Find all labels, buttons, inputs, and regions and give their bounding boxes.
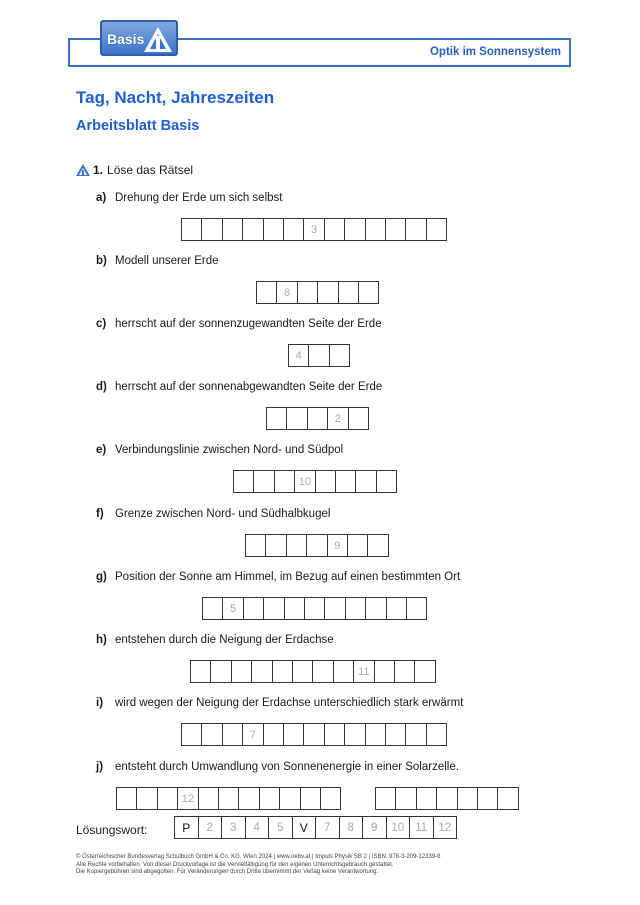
- letter-box[interactable]: [116, 787, 137, 810]
- letter-box[interactable]: [497, 787, 518, 810]
- question-i: [96, 697, 463, 709]
- question-text: Drehung der Erde um sich selbst: [115, 192, 283, 204]
- solution-box[interactable]: 10: [386, 816, 411, 839]
- letter-box[interactable]: [315, 470, 336, 493]
- footer-line: Alle Rechte vorbehalten. Von dieser Druckvorlage ist die Vervielfältigung für den eigenen Unterrichtsgebrauch gestattet.: [76, 861, 394, 868]
- letter-box[interactable]: [416, 787, 437, 810]
- letter-box[interactable]: [286, 534, 307, 557]
- letter-box[interactable]: [406, 597, 427, 620]
- solution-label: Lösungswort:: [76, 823, 148, 837]
- letter-box[interactable]: [256, 281, 277, 304]
- letter-box[interactable]: [324, 597, 345, 620]
- letter-box[interactable]: [201, 723, 222, 746]
- letter-box[interactable]: [375, 787, 396, 810]
- solution-box[interactable]: 7: [315, 816, 340, 839]
- answer-boxes: [116, 787, 341, 810]
- letter-box[interactable]: [263, 597, 284, 620]
- solution-box[interactable]: 9: [362, 816, 387, 839]
- letter-box[interactable]: 8: [276, 281, 297, 304]
- letter-box[interactable]: [405, 723, 426, 746]
- letter-box[interactable]: [345, 597, 366, 620]
- letter-box[interactable]: [222, 723, 243, 746]
- letter-box[interactable]: 9: [327, 534, 348, 557]
- letter-box[interactable]: [304, 597, 325, 620]
- question-letter: f): [96, 508, 104, 520]
- letter-box[interactable]: [279, 787, 300, 810]
- letter-box[interactable]: [386, 597, 407, 620]
- copyright-footer: [76, 854, 441, 877]
- answer-boxes: [181, 723, 447, 746]
- letter-box[interactable]: [344, 723, 365, 746]
- question-text: entstehen durch die Neigung der Erdachse: [115, 634, 334, 646]
- letter-box[interactable]: 5: [222, 597, 243, 620]
- letter-box[interactable]: [312, 660, 333, 683]
- letter-box[interactable]: [414, 660, 435, 683]
- letter-box[interactable]: [477, 787, 498, 810]
- letter-box[interactable]: [324, 218, 345, 241]
- question-c: [96, 318, 382, 330]
- letter-box[interactable]: [385, 723, 406, 746]
- solution-word-boxes: [174, 816, 457, 839]
- question-g: [96, 571, 460, 583]
- question-text: Position der Sonne am Himmel, im Bezug auf einen bestimmten Ort: [115, 571, 461, 583]
- question-h: [96, 634, 334, 646]
- question-a: [96, 192, 282, 204]
- question-letter: e): [96, 444, 107, 456]
- letter-box[interactable]: [210, 660, 231, 683]
- basis-level-icon: [76, 164, 90, 176]
- letter-box[interactable]: [263, 723, 284, 746]
- basis-logo: [100, 20, 178, 56]
- letter-box[interactable]: 7: [242, 723, 263, 746]
- letter-box[interactable]: [324, 723, 345, 746]
- letter-box[interactable]: [231, 660, 252, 683]
- letter-box[interactable]: [201, 218, 222, 241]
- letter-box[interactable]: [242, 218, 263, 241]
- letter-box[interactable]: [320, 787, 341, 810]
- letter-box[interactable]: [259, 787, 280, 810]
- letter-box[interactable]: [347, 534, 368, 557]
- letter-box[interactable]: [283, 723, 304, 746]
- task-number: 1.: [93, 163, 104, 177]
- letter-box[interactable]: [329, 344, 350, 367]
- letter-box[interactable]: [233, 470, 254, 493]
- question-j: [96, 761, 459, 773]
- letter-box[interactable]: [394, 660, 415, 683]
- solution-box[interactable]: V: [292, 816, 317, 839]
- solution-box[interactable]: 2: [198, 816, 223, 839]
- question-letter: d): [96, 381, 107, 393]
- basis-triangle-logo-icon: [143, 25, 173, 53]
- letter-box[interactable]: [376, 470, 397, 493]
- letter-box[interactable]: [426, 218, 447, 241]
- question-letter: i): [96, 697, 104, 709]
- question-text: Grenze zwischen Nord- und Südhalbkugel: [115, 508, 331, 520]
- solution-box[interactable]: 5: [268, 816, 293, 839]
- letter-box[interactable]: [333, 660, 354, 683]
- letter-box[interactable]: [202, 597, 223, 620]
- letter-box[interactable]: [308, 344, 329, 367]
- answer-boxes: [256, 281, 379, 304]
- letter-box[interactable]: [136, 787, 157, 810]
- answer-boxes: [181, 218, 447, 241]
- answer-boxes: [245, 534, 389, 557]
- letter-box[interactable]: [297, 281, 318, 304]
- solution-box[interactable]: 3: [221, 816, 246, 839]
- letter-box[interactable]: [374, 660, 395, 683]
- letter-box[interactable]: [307, 407, 328, 430]
- letter-box[interactable]: [157, 787, 178, 810]
- letter-box[interactable]: [253, 470, 274, 493]
- answer-boxes: [202, 597, 427, 620]
- letter-box[interactable]: [238, 787, 259, 810]
- letter-box[interactable]: [303, 723, 324, 746]
- letter-box[interactable]: [190, 660, 211, 683]
- question-text: herrscht auf der sonnenzugewandten Seite der Erde: [115, 318, 382, 330]
- header-subject: Optik im Sonnensystem: [429, 46, 561, 58]
- question-f: [96, 508, 330, 520]
- footer-line: Die Kopiergebühren sind abgegolten. Für Veränderungen durch Dritte übernimmt der Verlag keine Verantwortung.: [76, 869, 379, 876]
- answer-boxes-second-word: [375, 787, 519, 810]
- letter-box[interactable]: [251, 660, 272, 683]
- letter-box[interactable]: [426, 723, 447, 746]
- letter-box[interactable]: [457, 787, 478, 810]
- page-subtitle: Arbeitsblatt Basis: [76, 118, 200, 134]
- letter-box[interactable]: [245, 534, 266, 557]
- letter-box[interactable]: 2: [327, 407, 348, 430]
- solution-box[interactable]: P: [174, 816, 199, 839]
- solution-box[interactable]: 8: [339, 816, 364, 839]
- logo-text: Basis: [107, 31, 145, 47]
- letter-box[interactable]: [198, 787, 219, 810]
- letter-box[interactable]: [265, 534, 286, 557]
- letter-box[interactable]: [367, 534, 388, 557]
- letter-box[interactable]: [266, 407, 287, 430]
- letter-box[interactable]: 11: [353, 660, 374, 683]
- question-b: [96, 255, 219, 267]
- letter-box[interactable]: [292, 660, 313, 683]
- question-letter: b): [96, 255, 107, 267]
- letter-box[interactable]: [243, 597, 264, 620]
- question-text: wird wegen der Neigung der Erdachse unterschiedlich stark erwärmt: [115, 697, 464, 709]
- page-title: Tag, Nacht, Jahreszeiten: [76, 88, 275, 107]
- letter-box[interactable]: 4: [288, 344, 309, 367]
- question-letter: h): [96, 634, 107, 646]
- footer-line: © Österreichischer Bundesverlag Schulbuch GmbH & Co. KG, Wien 2024 | www.oebv.at | Impuls Physik SB 2 | ISBN: 978-3-209-12339-8: [76, 854, 441, 860]
- letter-box[interactable]: [181, 723, 202, 746]
- letter-box[interactable]: [355, 470, 376, 493]
- answer-boxes: [266, 407, 369, 430]
- letter-box[interactable]: [286, 407, 307, 430]
- task-instruction: Löse das Rätsel: [107, 163, 194, 177]
- question-text: Modell unserer Erde: [115, 255, 219, 267]
- letter-box[interactable]: 3: [303, 218, 324, 241]
- letter-box[interactable]: [218, 787, 239, 810]
- question-e: [96, 444, 343, 456]
- letter-box[interactable]: 10: [294, 470, 315, 493]
- question-text: entsteht durch Umwandlung von Sonnenenergie in einer Solarzelle.: [115, 761, 459, 773]
- answer-boxes: [233, 470, 397, 493]
- answer-boxes: [190, 660, 436, 683]
- solution-box[interactable]: 11: [409, 816, 434, 839]
- letter-box[interactable]: [365, 597, 386, 620]
- letter-box[interactable]: [222, 218, 243, 241]
- letter-box[interactable]: [344, 218, 365, 241]
- letter-box[interactable]: [272, 660, 293, 683]
- letter-box[interactable]: [335, 470, 356, 493]
- question-letter: j): [96, 761, 104, 773]
- letter-box[interactable]: 12: [177, 787, 198, 810]
- question-letter: g): [96, 571, 107, 583]
- letter-box[interactable]: [338, 281, 359, 304]
- letter-box[interactable]: [317, 281, 338, 304]
- solution-box[interactable]: 4: [245, 816, 270, 839]
- letter-box[interactable]: [284, 597, 305, 620]
- letter-box[interactable]: [358, 281, 379, 304]
- task-heading: [76, 163, 193, 177]
- letter-box[interactable]: [263, 218, 284, 241]
- letter-box[interactable]: [348, 407, 369, 430]
- letter-box[interactable]: [300, 787, 321, 810]
- question-text: Verbindungslinie zwischen Nord- und Südpol: [115, 444, 344, 456]
- letter-box[interactable]: [365, 218, 386, 241]
- letter-box[interactable]: [385, 218, 406, 241]
- letter-box[interactable]: [436, 787, 457, 810]
- question-text: herrscht auf der sonnenabgewandten Seite der Erde: [115, 381, 383, 393]
- question-d: [96, 381, 382, 393]
- letter-box[interactable]: [274, 470, 295, 493]
- letter-box[interactable]: [181, 218, 202, 241]
- question-letter: a): [96, 192, 107, 204]
- question-letter: c): [96, 318, 107, 330]
- letter-box[interactable]: [283, 218, 304, 241]
- letter-box[interactable]: [365, 723, 386, 746]
- letter-box[interactable]: [405, 218, 426, 241]
- letter-box[interactable]: [306, 534, 327, 557]
- solution-box[interactable]: 12: [433, 816, 458, 839]
- answer-boxes: [288, 344, 350, 367]
- letter-box[interactable]: [395, 787, 416, 810]
